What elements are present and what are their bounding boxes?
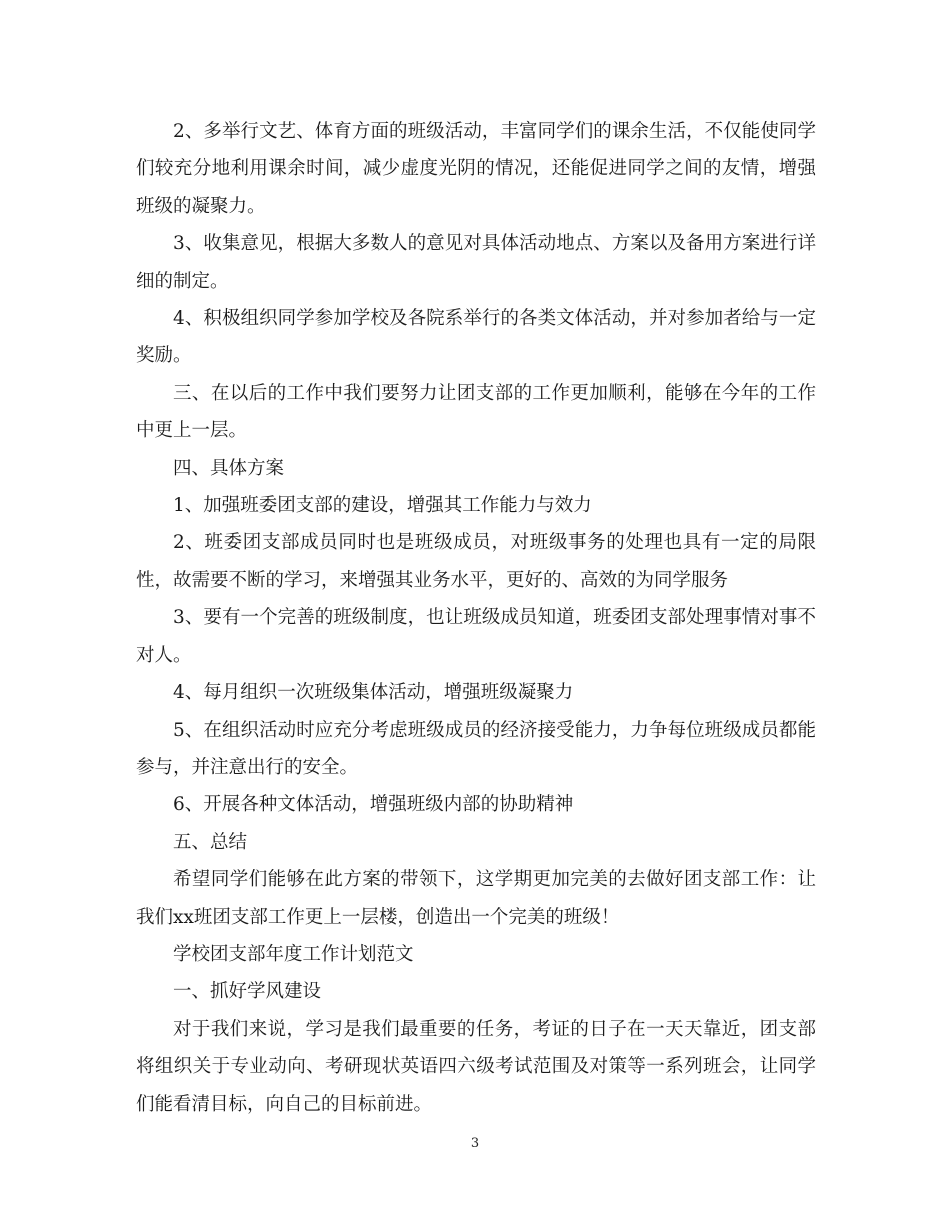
paragraph-plan-6: 6、开展各种文体活动，增强班级内部的协助精神 (173, 794, 574, 816)
heading-section-four: 四、具体方案 (173, 457, 285, 479)
paragraph-activities: 2、多举行文艺、体育方面的班级活动，丰富同学们的课余生活，不仅能使同学们较充分地利用课余时间，减少虚度光阴的情况，还能促进同学之间的友情，增强班级的凝聚力。 (136, 121, 816, 217)
paragraph-plan-4: 4、每月组织一次班级集体活动，增强班级凝聚力 (173, 682, 574, 704)
paragraph-plan-2: 2、班委团支部成员同时也是班级成员，对班级事务的处理也具有一定的局限性，故需要不断的学习，来增强其业务水平，更好的、高效的为同学服务 (136, 532, 816, 591)
paragraph-summary: 希望同学们能够在此方案的带领下，这学期更加完美的去做好团支部工作：让我们xx班团支部工作更上一层楼，创造出一个完美的班级！ (136, 869, 816, 928)
document-body (136, 113, 816, 1123)
paragraph-plan-3: 3、要有一个完善的班级制度，也让班级成员知道，班委团支部处理事情对事不对人。 (136, 607, 816, 666)
page-number: 3 (470, 1136, 480, 1151)
heading-study-style: 一、抓好学风建设 (173, 981, 322, 1003)
paragraph-collect-opinions: 3、收集意见，根据大多数人的意见对具体活动地点、方案以及备用方案进行详细的制定。 (136, 233, 816, 292)
paragraph-sports-activities: 4、积极组织同学参加学校及各院系举行的各类文体活动，并对参加者给与一定奖励。 (136, 308, 816, 367)
heading-article-title: 学校团支部年度工作计划范文 (173, 943, 414, 965)
paragraph-plan-1: 1、加强班委团支部的建设，增强其工作能力与效力 (173, 495, 592, 517)
paragraph-section-three: 三、在以后的工作中我们要努力让团支部的工作更加顺利，能够在今年的工作中更上一层。 (136, 382, 816, 442)
heading-section-five: 五、总结 (173, 831, 248, 853)
paragraph-plan-5: 5、在组织活动时应充分考虑班级成员的经济接受能力，力争每位班级成员都能参与，并注意出行的安全。 (136, 719, 816, 778)
paragraph-study-style: 对于我们来说，学习是我们最重要的任务，考证的日子在一天天靠近，团支部将组织关于专业动向、考研现状英语四六级考试范围及对策等一系列班会，让同学们能看清目标，向自己的目标前进。 (136, 1018, 816, 1115)
